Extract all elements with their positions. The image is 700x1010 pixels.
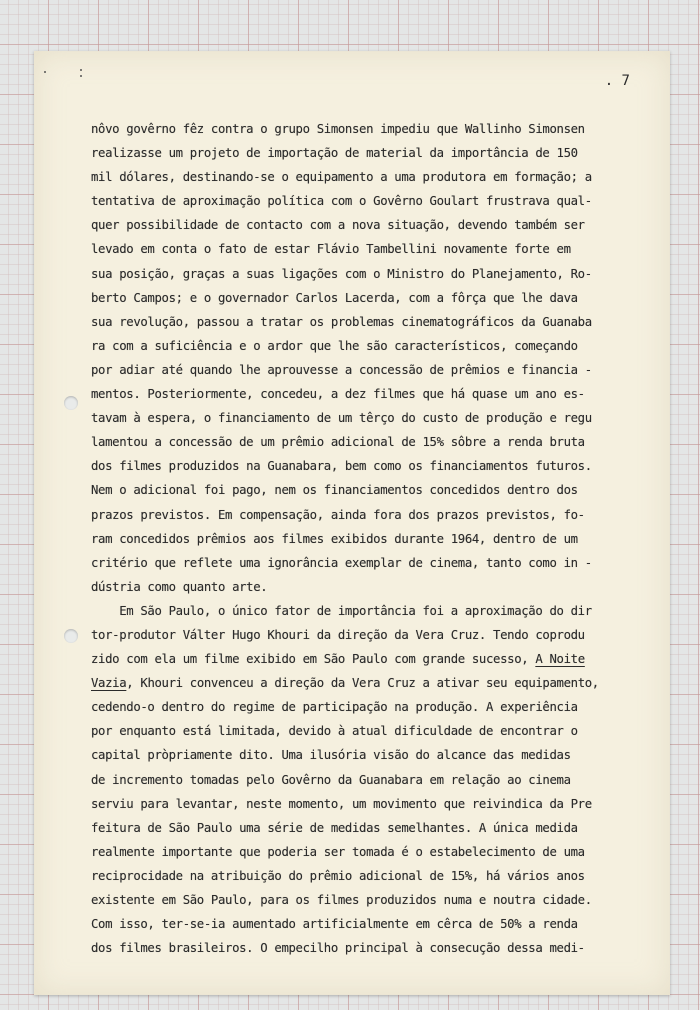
page-number: . 7 xyxy=(604,73,630,89)
text-line: tentativa de aproximação política com o Govêrno Goulart frustrava qual- xyxy=(91,194,592,209)
staple-mark xyxy=(80,75,82,77)
text-line: tavam à espera, o financiamento de um têrço do custo de produção e regu xyxy=(91,411,592,426)
text-line: dústria como quanto arte. xyxy=(91,579,268,594)
body-text xyxy=(91,117,647,960)
text-line: dos filmes brasileiros. O empecilho principal à consecução dessa medi- xyxy=(91,941,585,956)
text-line: berto Campos; e o governador Carlos Lacerda, com a fôrça que lhe dava xyxy=(91,290,578,305)
text-line: Nem o adicional foi pago, nem os financiamentos concedidos dentro dos xyxy=(91,483,578,498)
text-line: lamentou a concessão de um prêmio adicional de 15% sôbre a renda bruta xyxy=(91,435,585,450)
staple-mark xyxy=(80,69,82,71)
punch-hole xyxy=(64,629,78,643)
text-line: serviu para levantar, neste momento, um movimento que reivindica da Pre xyxy=(91,796,592,811)
text-line-with-title xyxy=(91,647,647,671)
film-title-underlined: A Noite xyxy=(535,652,585,667)
text-line: nôvo govêrno fêz contra o grupo Simonsen impediu que Wallinho Simonsen xyxy=(91,122,585,136)
text-line: prazos previstos. Em compensação, ainda fora dos prazos previstos, fo- xyxy=(91,507,585,522)
staple-mark xyxy=(44,71,46,73)
text-line: capital pròpriamente dito. Uma ilusória visão do alcance das medidas xyxy=(91,748,571,763)
text-segment: , Khouri convenceu a direção da Vera Cruz a ativar seu equipamento, xyxy=(126,676,599,691)
text-line: quer possibilidade de contacto com a nova situação, devendo também ser xyxy=(91,218,585,233)
text-line: existente em São Paulo, para os filmes produzidos numa e noutra cidade. xyxy=(91,893,592,907)
text-line: realizasse um projeto de importação de material da importância de 150 xyxy=(91,146,578,161)
text-line: de incremento tomadas pelo Govêrno da Guanabara em relação ao cinema xyxy=(91,772,571,787)
text-line: levado em conta o fato de estar Flávio Tambellini novamente forte em xyxy=(91,242,571,257)
text-line: ra com a suficiência e o ardor que lhe são característicos, começando xyxy=(91,338,578,353)
text-line: sua revolução, passou a tratar os problemas cinematográficos da Guanaba xyxy=(91,314,592,329)
text-segment: zido com ela um filme exibido em São Paulo com grande sucesso, xyxy=(91,652,536,667)
text-line: Com isso, ter-se-ia aumentado artificialmente em cêrca de 50% a renda xyxy=(91,917,578,932)
text-line: ram concedidos prêmios aos filmes exibidos durante 1964, dentro de um xyxy=(91,531,578,546)
typewritten-page xyxy=(34,51,670,995)
text-line: critério que reflete uma ignorância exemplar de cinema, tanto como in - xyxy=(91,555,592,570)
text-line-with-title xyxy=(91,671,647,695)
text-line: realmente importante que poderia ser tomada é o estabelecimento de uma xyxy=(91,844,585,859)
text-line: Em São Paulo, o único fator de importância foi a aproximação do dir xyxy=(91,603,592,618)
text-line: mil dólares, destinando-se o equipamento a uma produtora em formação; a xyxy=(91,170,592,185)
text-line: dos filmes produzidos na Guanabara, bem como os financiamentos futuros. xyxy=(91,459,592,474)
text-line: cedendo-o dentro do regime de participação na produção. A experiência xyxy=(91,700,578,715)
text-line: mentos. Posteriormente, concedeu, a dez filmes que há quase um ano es- xyxy=(91,387,585,402)
text-line: reciprocidade na atribuição do prêmio adicional de 15%, há vários anos xyxy=(91,868,585,883)
text-line: sua posição, graças a suas ligações com o Ministro do Planejamento, Ro- xyxy=(91,266,592,281)
film-title-underlined: Vazia xyxy=(91,676,127,691)
text-line: tor-produtor Válter Hugo Khouri da direção da Vera Cruz. Tendo coprodu xyxy=(91,627,585,642)
text-line: por enquanto está limitada, devido à atual dificuldade de encontrar o xyxy=(91,724,578,739)
text-line: feitura de São Paulo uma série de medidas semelhantes. A única medida xyxy=(91,820,578,835)
punch-hole xyxy=(64,396,78,410)
text-line: por adiar até quando lhe aprouvesse a concessão de prêmios e financia - xyxy=(91,362,592,377)
